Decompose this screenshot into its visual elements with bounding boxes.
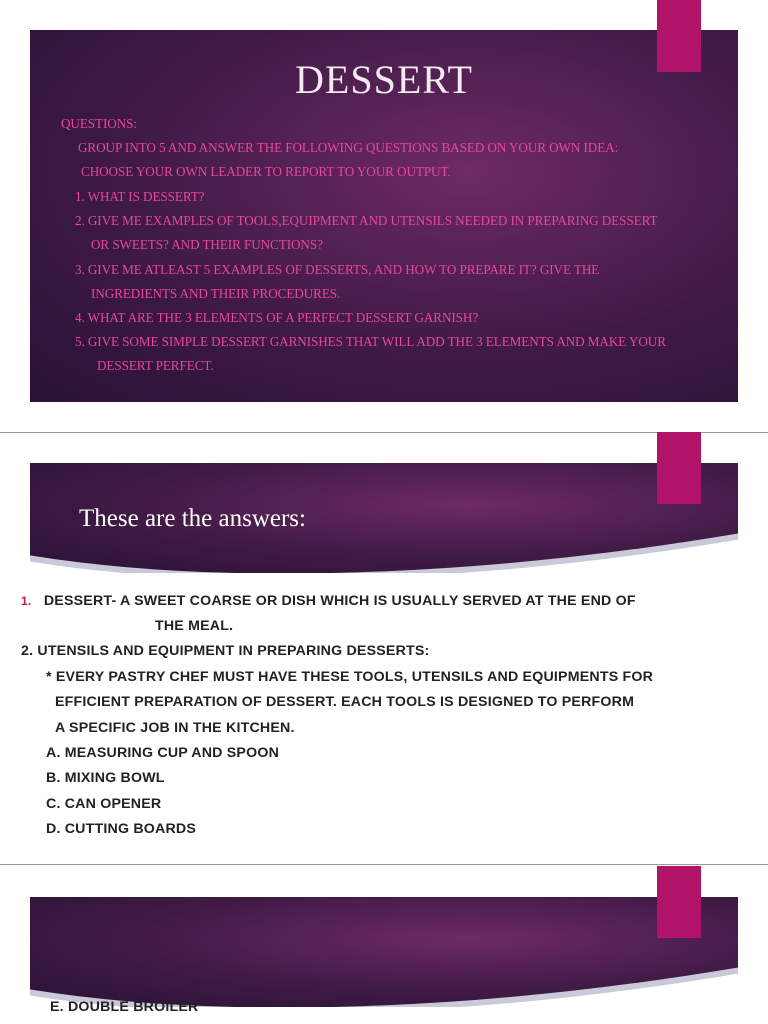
tool-list-item: C. CAN OPENER	[46, 796, 162, 812]
question-item: 3. GIVE ME ATLEAST 5 EXAMPLES OF DESSERTS, AND HOW TO PREPARE IT? GIVE THE	[75, 262, 600, 277]
question-item: 4. WHAT ARE THE 3 ELEMENTS OF A PERFECT DESSERT GARNISH?	[75, 310, 479, 325]
page-divider	[0, 864, 768, 865]
questions-heading: QUESTIONS:	[61, 116, 137, 131]
question-intro-line: CHOOSE YOUR OWN LEADER TO REPORT TO YOUR OUTPUT.	[81, 164, 451, 179]
answer-number: 1.	[21, 594, 32, 608]
answer-note-line: * EVERY PASTRY CHEF MUST HAVE THESE TOOLS, UTENSILS AND EQUIPMENTS FOR	[46, 669, 654, 685]
question-item: 2. GIVE ME EXAMPLES OF TOOLS,EQUIPMENT AND UTENSILS NEEDED IN PREPARING DESSERT	[75, 213, 658, 228]
question-intro-line: GROUP INTO 5 AND ANSWER THE FOLLOWING QUESTIONS BASED ON YOUR OWN IDEA:	[78, 140, 619, 155]
slide-2-title: These are the answers:	[79, 505, 306, 532]
question-item-continued: OR SWEETS? AND THEIR FUNCTIONS?	[91, 237, 323, 252]
question-item: 1. WHAT IS DESSERT?	[75, 189, 205, 204]
answer-item-1-continued: THE MEAL.	[155, 618, 234, 634]
question-item-continued: DESSERT PERFECT.	[97, 358, 214, 373]
answer-item-1	[21, 593, 636, 609]
answer-note-line: A SPECIFIC JOB IN THE KITCHEN.	[55, 720, 295, 736]
answer-item-2: 2. UTENSILS AND EQUIPMENT IN PREPARING DESSERTS:	[21, 643, 430, 659]
tool-list-item: E. DOUBLE BROILER	[50, 999, 199, 1015]
answer-note-line: EFFICIENT PREPARATION OF DESSERT. EACH TOOLS IS DESIGNED TO PERFORM	[55, 694, 635, 710]
slide-2-wave-curve	[30, 531, 738, 573]
tool-list-item: D. CUTTING BOARDS	[46, 821, 196, 837]
page-divider	[0, 432, 768, 433]
slide-1-title: DESSERT	[295, 57, 473, 102]
tool-list-item: A. MEASURING CUP AND SPOON	[46, 745, 280, 761]
question-item-continued: INGREDIENTS AND THEIR PROCEDURES.	[91, 286, 341, 301]
question-item: 5. GIVE SOME SIMPLE DESSERT GARNISHES THAT WILL ADD THE 3 ELEMENTS AND MAKE YOUR	[75, 334, 666, 349]
tool-list-item: B. MIXING BOWL	[46, 770, 165, 786]
slide-3-accent-tab	[657, 866, 701, 938]
answer-text: DESSERT- A SWEET COARSE OR DISH WHICH IS USUALLY SERVED AT THE END OF	[43, 593, 636, 609]
slide-3-header-background	[30, 897, 738, 1007]
slide-2-accent-tab	[657, 432, 701, 504]
